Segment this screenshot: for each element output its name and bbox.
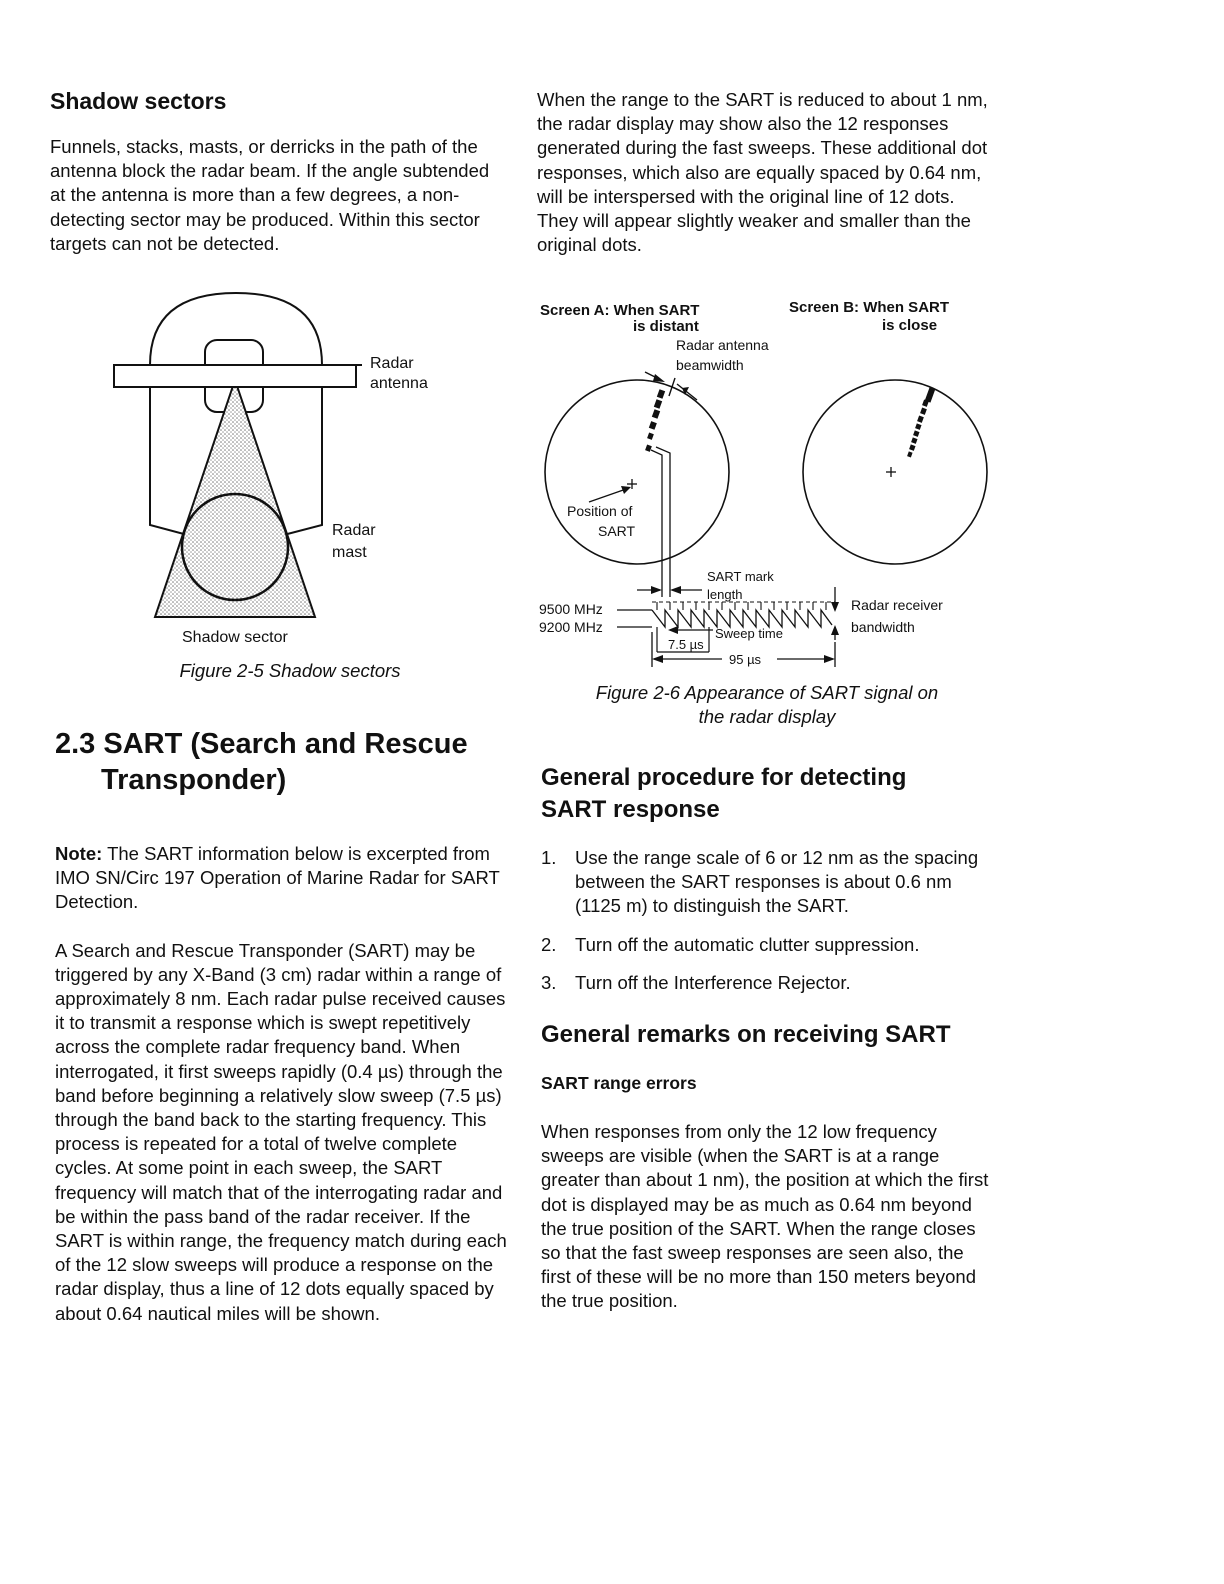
sart-dots-screen-a bbox=[645, 389, 665, 452]
shadow-sectors-text: Funnels, stacks, masts, or derricks in the path of the antenna block the radar beam. If the angle subtended at the antenna is more than a few degrees, a non-detecting sector may be produced. Within this sector targets can not be detected. bbox=[50, 136, 490, 254]
screen-b-title-1: Screen B: When SART bbox=[789, 299, 950, 316]
bandwidth-label-1: Radar receiver bbox=[851, 597, 943, 613]
note-paragraph bbox=[55, 842, 510, 915]
radar-mast-label-1: Radar bbox=[332, 522, 376, 539]
right-column bbox=[537, 88, 992, 257]
note-label: Note: bbox=[55, 843, 103, 864]
shadow-sector-label: Shadow sector bbox=[182, 629, 288, 646]
beamwidth-label-1: Radar antenna bbox=[676, 337, 769, 353]
list-item: 1. Use the range scale of 6 or 12 nm as the spacing between the SART responses is about 0.6 nm (1125 m) to distinguish the SART. bbox=[541, 847, 979, 917]
close-range-text: When the range to the SART is reduced to about 1 nm, the radar display may show also the 12 responses generated during the fast sweeps. These additional dot responses, which also are equally spaced by 0.64 nm, will be interspersed with the original line of 12 dots. They will appear slightly weaker and smaller than the original dots. bbox=[537, 89, 988, 256]
freq-9200-label: 9200 MHz bbox=[539, 619, 603, 635]
position-label-1: Position of bbox=[567, 503, 633, 519]
figure-2-6-sart-display bbox=[537, 292, 997, 682]
remarks-heading: General remarks on receiving SART bbox=[541, 1021, 951, 1049]
screen-a bbox=[545, 380, 729, 564]
sart-dots-screen-b bbox=[907, 387, 935, 457]
radar-mast bbox=[182, 494, 288, 600]
figure-2-6-caption: Figure 2-6 Appearance of SART signal on the radar display bbox=[595, 682, 939, 727]
list-item: 3. Turn off the Interference Rejector. bbox=[541, 971, 851, 993]
mark-length-label-1: SART mark bbox=[707, 569, 774, 584]
procedure-section bbox=[541, 762, 991, 1314]
radar-antenna-label-2: antenna bbox=[370, 375, 428, 392]
beamwidth-label-2: beamwidth bbox=[676, 357, 744, 373]
note-text: The SART information below is excerpted from IMO SN/Circ 197 Operation of Marine Radar for SART Detection. bbox=[55, 843, 500, 913]
radar-mast-label-2: mast bbox=[332, 544, 367, 561]
sweep-sawtooth bbox=[652, 610, 832, 627]
mark-length-label-2: length bbox=[707, 587, 743, 602]
figure-2-5-shadow-sectors bbox=[100, 285, 480, 680]
sart-section bbox=[55, 726, 510, 1326]
sweep-time-label: Sweep time bbox=[715, 626, 783, 641]
procedure-heading: General procedure for detecting SART response bbox=[541, 764, 907, 823]
bandwidth-label-2: bandwidth bbox=[851, 619, 915, 635]
section-2-3-title: 2.3 SART (Search and Rescue Transponder) bbox=[55, 728, 468, 796]
freq-9500-label: 9500 MHz bbox=[539, 601, 603, 617]
figure-2-5-caption: Figure 2-5 Shadow sectors bbox=[179, 660, 401, 681]
total-time-label: 95 µs bbox=[729, 652, 762, 667]
radar-antenna-label-1: Radar bbox=[370, 355, 414, 372]
sart-description: A Search and Rescue Transponder (SART) may be triggered by any X-Band (3 cm) radar within a range of approximately 8 nm. Each radar pulse received causes it to transmit a response which is swept repetitively across the complete radar frequency band. When interrogated, it first sweeps rapidly (0.4 µs) through the band before beginning a relatively slow sweep (7.5 µs) through the band back to the starting frequency. This process is repeated for a total of twelve complete cycles. At some point in each sweep, the SART frequency will match that of the interrogating radar and be within the pass band of the radar receiver. If the SART is within range, the frequency match during each of the 12 slow sweeps will produce a response on the radar display, thus a line of 12 dots equally spaced by about 0.64 nautical miles will be shown. bbox=[55, 939, 507, 1324]
slow-sweep-time-label: 7.5 µs bbox=[668, 637, 704, 652]
radar-antenna bbox=[114, 365, 356, 387]
range-errors-text: When responses from only the 12 low frequency sweeps are visible (when the SART is at a range greater than about 1 nm), the position at which the first dot is displayed may be as much as 0.64 nm beyond the true position of the SART. When the range closes so that the fast sweep responses are seen also, the first of these will be no more than 150 meters beyond the true position. bbox=[541, 1121, 989, 1312]
screen-a-title-2: is distant bbox=[633, 318, 699, 335]
position-label-2: SART bbox=[598, 523, 636, 539]
range-errors-heading: SART range errors bbox=[541, 1073, 697, 1094]
screen-b-title-2: is close bbox=[882, 317, 938, 334]
shadow-sectors-heading: Shadow sectors bbox=[50, 88, 227, 114]
left-column bbox=[50, 88, 505, 256]
screen-a-title-1: Screen A: When SART bbox=[540, 302, 700, 319]
procedure-steps bbox=[541, 846, 991, 995]
list-item: 2. Turn off the automatic clutter suppression. bbox=[541, 933, 920, 955]
